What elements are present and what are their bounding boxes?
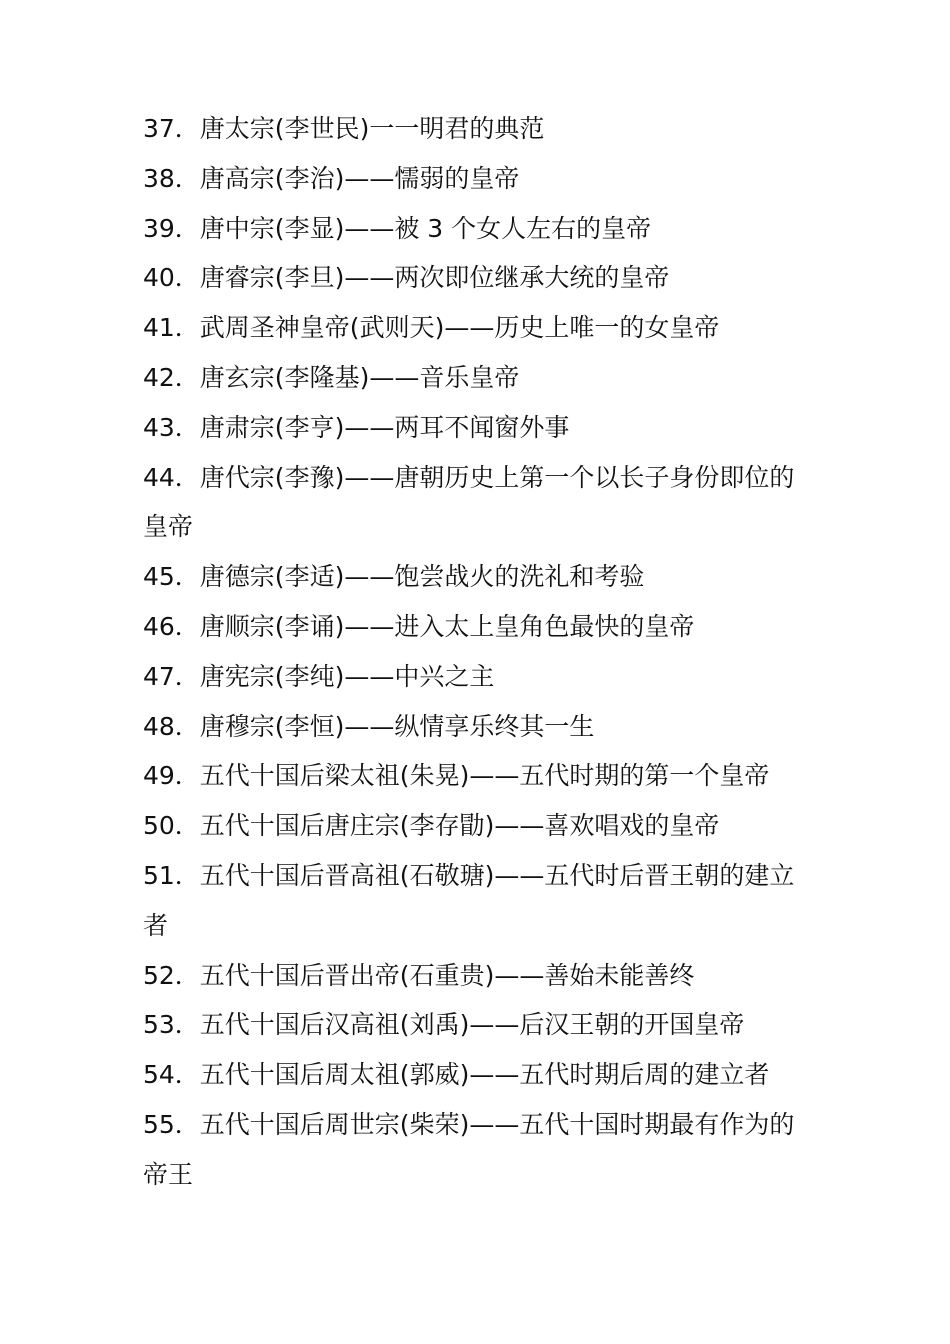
list-item: 52．五代十国后晋出帝(石重贵)——善始未能善终	[143, 960, 695, 990]
list-item: 40．唐睿宗(李旦)——两次即位继承大统的皇帝	[143, 263, 670, 293]
list-item: 51．五代十国后晋高祖(石敬瑭)——五代时后晋王朝的建立者	[143, 860, 795, 940]
list-item: 48．唐穆宗(李恒)——纵情享乐终其一生	[143, 711, 595, 741]
list-item: 50．五代十国后唐庄宗(李存勖)——喜欢唱戏的皇帝	[143, 811, 720, 841]
list-item: 42．唐玄宗(李隆基)——音乐皇帝	[143, 362, 520, 392]
list-item: 55．五代十国后周世宗(柴荣)——五代十国时期最有作为的帝王	[143, 1109, 795, 1189]
list-item: 49．五代十国后梁太祖(朱晃)——五代时期的第一个皇帝	[143, 761, 770, 791]
list-item: 43．唐肃宗(李亨)——两耳不闻窗外事	[143, 412, 570, 442]
list-item: 41．武周圣神皇帝(武则天)——历史上唯一的女皇帝	[143, 313, 720, 343]
list-item: 45．唐德宗(李适)——饱尝战火的洗礼和考验	[143, 562, 645, 592]
list-item: 54．五代十国后周太祖(郭威)——五代时期后周的建立者	[143, 1060, 770, 1090]
list-item: 39．唐中宗(李显)——被 3 个女人左右的皇帝	[143, 213, 652, 243]
list-item: 47．唐宪宗(李纯)——中兴之主	[143, 661, 495, 691]
list-item: 38．唐高宗(李治)——懦弱的皇帝	[143, 163, 520, 193]
emperor-list	[143, 104, 811, 1200]
list-item: 37．唐太宗(李世民)一一明君的典范	[143, 114, 545, 143]
list-item: 44．唐代宗(李豫)——唐朝历史上第一个以长子身份即位的皇帝	[143, 462, 795, 542]
list-item: 53．五代十国后汉高祖(刘禹)——后汉王朝的开国皇帝	[143, 1010, 745, 1040]
list-item: 46．唐顺宗(李诵)——进入太上皇角色最快的皇帝	[143, 611, 695, 641]
